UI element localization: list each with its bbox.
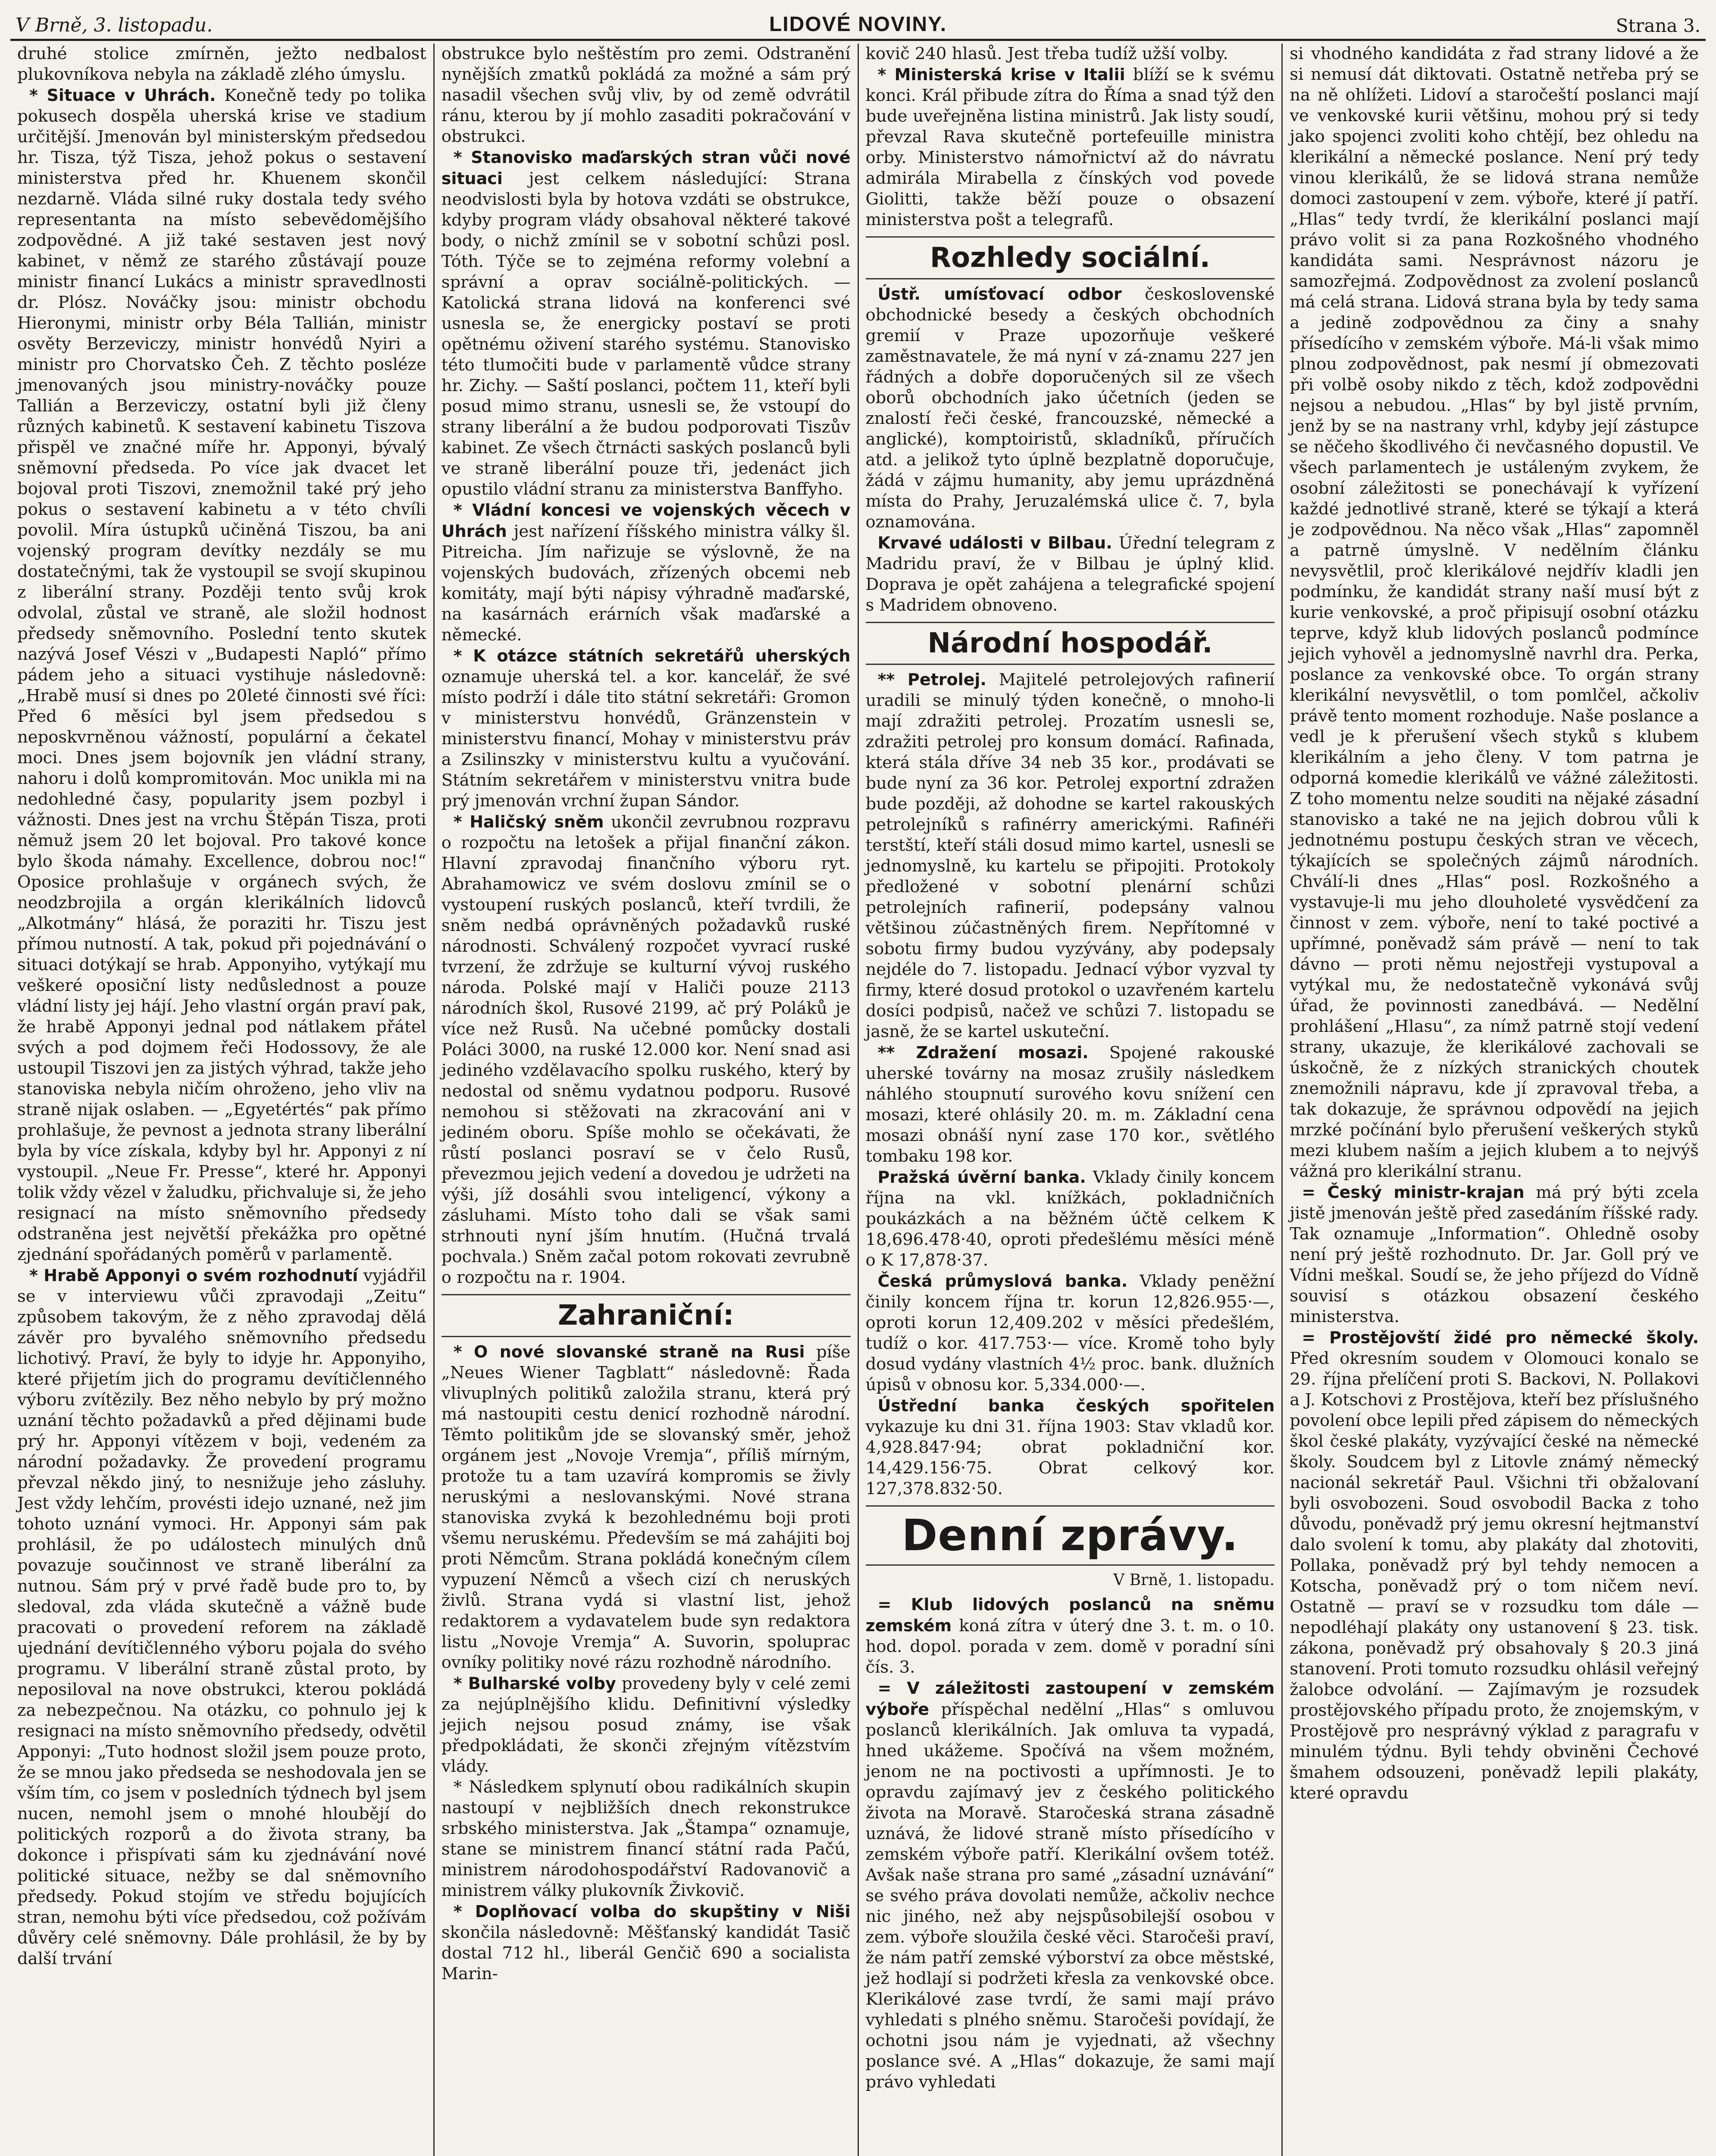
section-title-hospodar: Národní hospodář. (866, 622, 1275, 665)
article-body: Vklady peněžní činily koncem října tr. korun 12,826.955·—, oproti korun 12,409.202 v měsíci předešlém, tudíž o kor. 417.753·— více. Kromě toho byly dosud vydány vlastních 4½ proc. bank. dlužních úpisů v obnosu kor. 5,334.000·—. (865, 1272, 1275, 1395)
column-1 (10, 44, 435, 2156)
article-heading: * Vládní koncesi ve vojenských věcech v Uhrách (441, 501, 851, 541)
article-nis (442, 1901, 851, 1984)
article-zemsky-vybor (866, 1678, 1275, 2093)
section-title-zahranicni: Zahraniční: (442, 1294, 851, 1337)
article-mosaz (866, 1042, 1275, 1167)
article-prumyslova-banka (866, 1271, 1275, 1395)
article-body: provedeny byly v celé zemi za nejúplnějšího klidu. Definitivní výsledky jejich nejsou posud známy, ise však předpokládati, že skonči zřejným vítězstvím vlády. (441, 1674, 851, 1776)
article-continuation: si vhodného kandidáta z řad strany lidové a že si nemusí dát diktovati. Ostatně netřeba prý se na ně ohlížeti. Lidoví a staročeští poslanci mají ve venkovské kurii většinu, mohou prý si tedy jako spojenci zvoliti koho chtějí, bez ohledu na klerikální a německé poslance. Není prý tedy vinou klerikálů, že se lidová strana nemůže domoci zastoupení v zem. výboře, které jí patří. „Hlas“ tedy tvrdí, že klerikální poslanci mají právo volit si za pana Rozkošného vhodného kandidáta sami. Nesprávnost názoru je samozřejmá. Zodpovědnost za zvolení poslanců má celá strana. Lidová strana byla by tedy sama a jedině zodpovědnou za činy a snahy přísedícího v zemském výboře. Má-li však mimo plnou zodpovědnost, pak nesmí jí obmezovati při volbě osoby nikdo z těch, kdož zodpovědni nejsou a nebudou. „Hlas“ by byl jistě prvním, jenž by se na nastrany vrhl, kdyby její zástupce se něčeho škodlivého či nevčasného dopustil. Ve všech parlamentech je ustáleným zvykem, že osobní záležitosti se ponechávají k vyřízení každé jednotlivé straně, které se týkají a která je zodpovědnou. Na něco však „Hlas“ zapomněl a patrně úmyslně. V nedělním článku nevysvětlil, proč klerikálové nejdřív kladli jen podmínku, že kandidát strany naší musí být z kurie venkovské, a proč připisují osobní otázku teprve, když klub lidových poslanců podmínce jejich vyhověl a jednomyslně navrhl dra. Perka, poslance za venkovské obce. To orgán strany klerikální nevysvětlil, o tom pomlčel, ačkoliv právě tento moment rozhoduje. Naše poslance a vedl je k přerušení všech styků s klubem klerikálním a jeho členy. V tom patrna je odporná komedie klerikálů ve vážné záležitosti. Z toho momentu nelze souditi na nějaké zásadní stanovisko a také ne na jejich dobrou vůli k jednotnému postupu českých stran ve věcech, týkajících se společných zájmů národních. Chválí-li dnes „Hlas“ posl. Rozkošného a vystavuje-li mu jeho dlouholeté vysvědčení za činnost v zem. výboře, není to také poctivé a upřímné, poněvadž sám právě — není to tak dávno — proti němu nejostřeji vystupoval a vytýkal mu, že nedostatečně vykonává svůj úřad, že povinnosti zanedbává. — Nedělní prohlášení „Hlasu“, za nímž patrně stojí vedení strany, ukazuje, že klerikálové zachovali se úskočně, že z nízkých stranických choutek znemožnili nápravu, kde jí zpravoval třeba, a tak dokazuje, že správnou odpovědí na jejich mrzké počínání bylo přerušení veškerých styků mezi klubem naším a jejich klubem a to nejvýš vážná pro klerikální stranu. (1290, 44, 1699, 1181)
article-body: jest celkem následující: Strana neodvislosti byla by hotova vzdáti se obstrukce, kdyby program vlády obsahoval některé takové body, o nichž zmínil se v sobotní schůzi posl. Tóth. Týče se to zejména reformy volební a správní a oprav sociálně-politických. — Katolická strana lidová na konferenci své usnesla se, že energicky postaví se proti opětnému oživení starého systému. Stanovisko této tlumočiti bude v parlamentě vůdce strany hr. Zichy. — Saští poslanci, počtem 11, kteří byli posud mimo stranu, usnesli se, že vstoupí do strany liberální a že budou podporovati Tiszův kabinet. Ze všech čtrnácti saských poslanců byli ve straně liberální pouze tři, jedenáct jich opustilo vládní stranu za ministerstva Banffyho. (441, 169, 851, 499)
article-sekretari (442, 646, 851, 812)
article-heading: Pražská úvěrní banka. (877, 1168, 1086, 1187)
article-heading: * Situace v Uhrách. (29, 86, 216, 105)
article-vojenske-veci (442, 500, 851, 646)
article-umistovaci-odbor (866, 284, 1275, 533)
page-number: Strana 3. (1616, 15, 1700, 36)
article-continuation: druhé stolice zmírněn, ježto nedbalost plukovníkova nebyla na základě zlého úmyslu. (17, 44, 426, 84)
article-heading: * Doplňovací volba do skupštiny v Niši (453, 1902, 851, 1921)
article-ustredni-banka (866, 1395, 1275, 1499)
article-body: koná zítra v úterý dne 3. t. m. o 10. hod. dopol. porada v zem. domě v poradní síni čís. 3. (865, 1616, 1275, 1677)
article-body: vykazuje ku dni 31. října 1903: Stav vkladů kor. 4,928.847·94; obrat pokladniční kor. 14,429.156·75. Obrat celkový kor. 127,378.832·50. (865, 1417, 1275, 1498)
article-slovanska-strana (442, 1341, 851, 1673)
article-heading: Ústř. umísťovací odbor (877, 285, 1122, 304)
article-body: Před okresním soudem v Olomouci konalo se 29. října přelíčení proti S. Backovi, N. Pollakovi a J. Kotschovi z Prostějova, kteří bez příslušného povolení obce lepili před zápisem do německých škol české plakáty, vyzývající české na německé školy. Soudcem byl z Litovle známý německý nacionál sekretář Paul. Všichni tři obžalovaní byli osvobozeni. Soud osvobodil Backa z toho důvodu, poněvadž prý jemu okresní hejtmanství dalo svolení k tomu, aby plakáty dal zhotoviti, Pollaka, poněvadž prý byl tehdy nemocen a Kotscha, poněvadž prý o tom ničem neví. Ostatně — praví se v rozsudku tom dále — nepodléhají plakáty ony ustanovení § 23. tisk. zákona, poněvadž prý obsahovaly § 20.3 jiná stanovení. Proti tomuto rozsudku ohlásil veřejný žalobce odvolání. — Zajímavým je rozsudek prostějovského případu proto, že znojemským, v Prostějově pro nesprávný výklad z paragrafu v minulém týdnu. Byli tehdy obviněni Čechové šmahem odsouzeni, poněvadž lepili plakáty, které opravdu (1290, 1349, 1699, 1803)
article-klub-poslancu (866, 1594, 1275, 1678)
section-title-denni-zpravy: Denní zprávy. (866, 1505, 1275, 1566)
article-heading: * O nové slovanské straně na Rusi (453, 1342, 805, 1361)
article-body: ukončil zevrubnou rozpravu o rozpočtu na letošek a přijal finanční zákon. Hlavní zpravodaj finančního výboru ryt. Abrahamowicz ve svém doslovu zmínil se o vystoupení ruských poslanců, kteří tvrdili, že sněm nedbá oprávněných požadavků ruské národnosti. Schválený rozpočet vyvrací ruské tvrzení, že zdržuje se kulturní vývoj ruského národa. Polské mají v Haliči pouze 2113 národních škol, Rusové 2199, ač prý Poláků je více než Rusů. Na učebné pomůcky dostali Poláci 3000, na ruské 12.000 kor. Není snad asi jediného vzdělavacího spolku ruského, který by nedostal od sněmu vydatnou podporu. Rusové nemohou si stěžovati na zkracování ani v jediném oboru. Spíše mohlo se očekávati, že růstí poslanci posraví se v čelo Rusů, převezmou jejich vedení a dovedou je udržeti na výši, jíž dosáhli svou inteligencí, výkony a zásluhami. Místo toho dali se však sami strhnouti nyní jším hnutím. (Hučná trvalá pochvala.) Sněm začal potom rokovati zevrubně o rozpočtu na r. 1904. (441, 812, 851, 1287)
article-body: oznamuje uherská tel. a kor. kancelář, že své místo podrží i dále tito státní sekretáři: Gromon v ministerstvu honvédů, Gränzenstein v ministerstvu financí, Mohay v ministerstvu práv a Zsilinszky v ministerstvu kultu a vyučování. Státním sekretářem v ministerstvu vnitra bude prý jmenován vrchní župan Sándor. (441, 667, 851, 811)
article-body: Spojené rakouské uherské továrny na mosaz zrušily následkem náhlého stoupnutí surového kovu snížení cen mosazi, které ohlásily 20. m. m. Základní cena mosazi obnáší nyní zase 170 kor., světlého tombaku 198 kor. (865, 1043, 1275, 1166)
article-body: píše „Neues Wiener Tagblatt“ následovně: Řada vlivuplných politiků založila stranu, která prý má nastoupiti cestu denicí rozhodně národní. Těmto politikům jde se slovanský směr, jehož orgánem jest „Novoje Vremja“, příliš mírným, protože tu a tam uzavírá kompromis se živly neruskými a neslovanskými. Nové strana stanoviska zvyká k bezohlednému boji proti všemu neruskému. Především se má zahájiti boj proti Němcům. Strana pokládá konečným cílem vypuzení Němců a všech cizí ch neruských živlů. Strana vydá si vlastní list, jehož redaktorem a vydavatelem bude syn redaktora listu „Novoje Vremja“ A. Suvorin, spoluprac ovníky politiky nové rázu rozhodně národního. (441, 1342, 851, 1672)
article-heading: * Haličský sněm (453, 812, 604, 831)
article-heading: * K otázce státních sekretářů uherských (453, 646, 851, 665)
article-body: Majitelé petrolejových rafinerií uradili se minulý týden konečně, o mnoho-li mají zdražiti petrolej. Prozatím usnesli se, zdražiti petrolej pro konsum domácí. Rafinada, která stála dříve 34 neb 35 kor., prodávati se bude nyní za 36 kor. Petrolej exportní zdražen bude později, až dohodne se kartel rakouských petrolejníků s rafinérry americkými. Rafinéři terstští, kteří stáli dosud mimo kartel, usnesli se jednomyslně, ku kartelu se připojiti. Protokoly předložené v sobotní plenární schůzi petrolejních rafinerií, podepsány valnou většinou zúčastněných firem. Nepřítomné v sobotu firmy budou vyzývány, aby podepsaly nejdéle do 7. listopadu. Jednací výbor vyzval ty firmy, které dosud protokol o uzavřeném kartelu dosíci podpisů, načež ve schůzi 7. listopadu se jasně, že se kartel uskuteční. (865, 670, 1275, 1041)
article-heading: * Ministerská krise v Italii (877, 65, 1125, 84)
page-header (10, 9, 1706, 41)
article-body: jest nařízení říšského ministra války šl. Pitreicha. Jím nařizuje se výslovně, že na vojenských budovách, zřízených obcemi neb komitáty, mají býti nápisy výhradně maďarské, na kasárnách erárních však maďarské a německé. (441, 522, 851, 645)
article-body: blíží se k svému konci. Král přibude zítra do Říma a snad týž den bude uveřejněna listina ministrů. Jak listy soudí, převzal Rava skutečně portefeuille ministra orby. Ministerstvo námořnictví až do návratu admirála Mirabella z čínských vod povede Giolitti, takže běží pouze o obsazení ministerstva pošt a telegrafů. (865, 65, 1275, 229)
article-situation-uhrach (17, 85, 426, 1265)
article-italie (866, 64, 1275, 230)
article-body: má prý býti zcela jistě jmenován ještě před zasedáním říšské rady. Tak oznamuje „Information“. Ohledně osoby není prý ještě rozhodnuto. Dr. Jar. Goll prý ve Vídni meškal. Soudí se, že jeho příjezd do Vídně souvisí s otázkou obsazení českého ministerstva. (1290, 1183, 1699, 1326)
masthead-title: LIDOVÉ NOVINY. (769, 13, 947, 36)
article-heading: * Hrabě Apponyi o svém rozhodnutí (29, 1266, 358, 1285)
article-body: Konečně tedy po tolika pokusech dospěla uherská krise ve stadium určitější. Jmenován byl ministerským předsedou hr. Tisza, týž Tisza, jehož pokus o sestavení ministerstva před hr. Khuenem skončil nezdarně. Vláda silné ruky dostala tedy svého representanta na místo sebevědomějšího zodpovědné. A již také sestaven jest nový kabinet, v němž ze starého zůstávají pouze ministr financí Lukács a ministr spravedlnosti dr. Plósz. Nováčky jsou: ministr obchodu Hieronymi, ministr orby Béla Tallián, ministr osvěty Berzeviczy, ministr honvédů Nyiri a ministr pro Chorvatsko Čeh. Z těchto posléze jmenovaných jsou ministry-nováčky pouze Tallián a Berzeviczy, ostatní byli již členy různých kabinetů. K sestavení kabinetu Tiszova přispěl ve značné míře hr. Apponyi, bývalý sněmovní předseda. Po více jak dvacet let bojoval proti Tiszovi, znemožnil také prý jeho pokus o sestavení kabinetu a v této chvíli povolil. Míra ústupků učiněná Tiszou, ba ani vojenský program devítky nezdály se mu dostatečnými, tak že vystoupil se svojí skupinou z liberální strany. Později tento svůj krok odvolal, zůstal ve straně, ale složil hodnost předsedy sněmovního. Poslední tento skutek nazývá Josef Vészi v „Budapesti Napló“ přímo pádem jeho a situaci vystihuje následovně: „Hrabě musí si dnes po 20leté činnosti své říci: Před 6 měsíci byl jsem předsedou s neposkvrněnou vážností, populární a čekatel moci. Dnes jsem bojovník jen vládní strany, nahoru i dolů kompromitován. Moc unikla mi na nedohledné časy, popularity jsem pozbyl i vážnosti. Dnes jest na vrchu Štěpán Tisza, proti němuž jsem 20 let bojoval. Pro takové konce bylo škoda námahy. Excellence, dobrou noc!“ Oposice prohlašuje v orgánech svých, že neodzbrojila a orgán klerikálních lidovců „Alkotmány“ hlásá, že poraziti hr. Tiszu jest přímou nutností. A tak, pokud při pojednávání o situaci dotýkají se hrab. Apponyiho, vytýkají mu veškeré oposiční listy nedůslednost a pouze vládní listy jej hájí. Jeho vlastní orgán praví pak, že hrabě Apponyi jednal pod nátlakem přátel svých a pod dojmem řeči Hodossovy, že ale ustoupil Tiszovi jen za jistých výhrad, takže jeho stanoviska nebyla ničím ohroženo, jeho vliv na straně nijak oslaben. — „Egyetértés“ pak přímo prohlašuje, že pevnost a jednota strany liberální byla by více získala, kdyby byl hr. Apponyi z ní vystoupil. „Neue Fr. Presse“, které hr. Apponyi tolik vždy vězel v žaludku, přichvaluje si, že jeho resignací na místo sněmovního předsedy odstraněna jest největší překážka pro opětné zjednání spořádaných poměrů v parlamentě. (17, 86, 426, 1264)
article-heading: = Prostějovští židé pro německé školy. (1302, 1328, 1699, 1347)
article-apponyi (17, 1265, 426, 1969)
article-srbsko: * Následkem splynutí obou radikálních skupin nastoupí v nejbližších dnech rekonstrukce srbského ministerstva. Jak „Štampa“ oznamuje, stane se ministrem financí státní rada Pačú, ministrem národohospodářství Radovanovič a ministrem války plukovník Živkovič. (441, 1777, 851, 1900)
article-body: Vklady činily koncem října na vkl. knížkách, pokladničních poukázkách a na běžném účtě celkem K 18,696.478·40, oproti předešlému měsíci méně o K 17,878·37. (865, 1168, 1275, 1270)
article-body: československé obchodnické besedy a českých obchodních gremií v Praze upozorňuje veškeré zaměstnavatele, že má nyní v zá-znamu 227 jen řádných a dobře doporučených sil ze všech oborů obchodních jako účetních (jeden se znalostí řeči české, francouzské, německé a anglické), komptoiristů, skladníků, příručích atd. a jelikož tyto úplně bezplatně doporučuje, žádá v zájmu humanity, aby jemu uprázdněná místa do Prahy, Jeruzalémská ulice č. 7, byla oznamována. (865, 285, 1275, 532)
article-heading: ** Zdražení mosazi. (877, 1043, 1089, 1062)
section-title-rozhledy: Rozhledy sociální. (866, 236, 1275, 279)
article-body: skončila následovně: Měšťanský kandidát Tasič dostal 712 hl., liberál Genčič 690 a socialista Marin- (441, 1923, 851, 1984)
article-heading: = Klub lidových poslanců na sněmu zemském (865, 1595, 1275, 1635)
article-body: vyjádřil se v interviewu vůči zpravodaji „Zeitu“ způsobem takovým, že z něho zpravodaj dělá závěr pro byvalého sněmovního předsedu lichotivý. Praví, že byly to idyje hr. Apponyiho, které přijetím jich do programu devítičlenného výboru zvítězily. Bez něho nebylo by prý možno uznání těchto požadavků a před dějinami bude prý hr. Apponyi vítězem v boji, vedeném za národní požadavky. Že provedení programu převzal někdo jiný, to nesnižuje jeho zásluhy. Jest vždy lehčím, provésti idejo uznané, než jim tohoto uznání vymoci. Hr. Apponyi sám pak prohlásil, že po událostech minulých dnů povazuje součinnost ve straně liberální za nutnou. Sám prý v prvé řadě bude pro to, by sledoval, zda vláda skutečně a vážně bude pracovati o provedení reforem na základě ujednání devítičlenného výboru pojala do svého programu. V liberální straně zůstal proto, by neposiloval na nove obstrukci, kterou pokládá za nebezpečnou. Na otázku, co pohnulo jej k resignaci na místo sněmovního předsedy, odvětil Apponyi: „Tuto hodnost složil jsem pouze proto, že se mnou jako předseda se neshodovala jen se vším tím, co jsem v posledních týdnech byl jsem nucen, nemohl jsem o mnohé hloubějí do politických rozporů a do života strany, ba dokonce i přispívati sám ku zjednávání nové politické situace, nežby se dal sněmovního předsedy. Pokud stojím ve středu bojujících stran, nemohu býti více předsedou, což požívám důvěry celé sněmovny. Dále prohlásil, že by by další trvání (17, 1266, 426, 1968)
article-bilbao (866, 533, 1275, 616)
article-continuation: obstrukce bylo neštěstím pro zemi. Odstranění nynějších zmatků pokládá za možné a sám prý nasadil všechen svůj vliv, by od země odvrátil ránu, kterou by jí mohlo zasaditi pokračování v obstrukci. (441, 44, 851, 146)
columns (10, 44, 1706, 2156)
dateline: V Brně, 1. listopadu. (1113, 1571, 1275, 1589)
column-3 (859, 44, 1283, 2156)
article-heading: = V záležitosti zastoupení v zemském výboře (865, 1679, 1275, 1719)
article-halicsky-snem (442, 812, 851, 1288)
article-heading: Česká průmyslová banka. (877, 1272, 1128, 1291)
article-heading: ** Petrolej. (877, 670, 986, 689)
article-bulharske-volby (442, 1673, 851, 1777)
article-heading: Ústřední banka českých spořitelen (877, 1396, 1275, 1415)
article-ministr-krajan (1290, 1182, 1699, 1327)
header-date: V Brně, 3. listopadu. (16, 14, 213, 36)
article-body: Úřední telegram z Madridu praví, že v Bilbau je úplný klid. Doprava je opět zahájena a telegrafické spojení s Madridem obnoveno. (865, 533, 1275, 615)
article-heading: * Bulharské volby (453, 1674, 616, 1693)
article-heading: * Stanovisko maďarských stran vůči nové situaci (441, 148, 851, 188)
article-prazska-banka (866, 1167, 1275, 1271)
column-2 (435, 44, 859, 2156)
article-prostejov (1290, 1327, 1699, 1804)
article-heading: Krvavé události v Bilbau. (877, 533, 1112, 552)
article-petrolej (866, 669, 1275, 1042)
column-4 (1283, 44, 1706, 2156)
article-heading: = Český ministr-krajan (1302, 1183, 1525, 1202)
article-continuation: kovič 240 hlasů. Jest třeba tudíž užší volby. (865, 44, 1228, 63)
article-body: příspěchal nedělní „Hlas“ s omluvou poslanců klerikálních. Jak omluva ta vypadá, hned ukážeme. Spočívá na všem možném, jenom ne na poctivosti a upřímnosti. Je to opravdu zajímavý jev z českého politického života na Moravě. Staročeská strana zásadně uznává, že lidové straně místo přísedícího v zemském výboře patří. Klerikální ovšem totéž. Avšak naše strana pro samé „zásadní uznávání“ se svého práva dovolati nemůže, ačkoliv nechce nic jiného, než aby nejspůsobilejší osobou v zem. výboře sloužila české věci. Staročeši praví, že nám patří zemské výborství za obce městské, jež hodlají si podržeti křesla za venkovské obce. Klerikálové zase tvrdí, že sami mají právo vyhledati s plného sněmu. Staročeši povídají, že ochotni jsou nám je vyjednati, až všechny poslance své. A „Hlas“ dokazuje, že sami mají právo vyhledati (865, 1700, 1275, 2092)
article-madarske-strany (442, 147, 851, 500)
